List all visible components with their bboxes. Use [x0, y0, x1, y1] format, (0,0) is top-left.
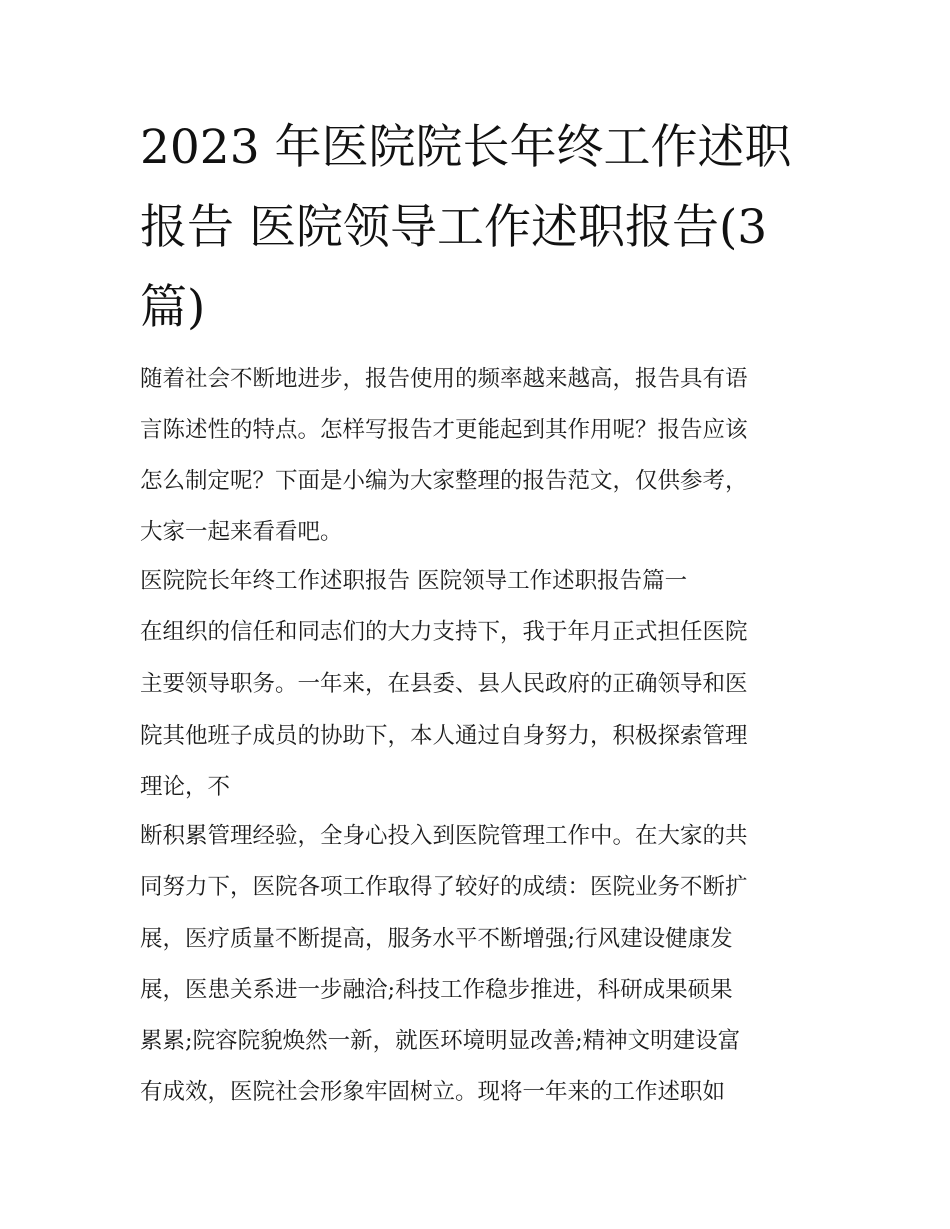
body-line-1: 在组织的信任和同志们的大力支持下，我于年月正式担任医院: [140, 619, 748, 645]
intro-line-3: 怎么制定呢？下面是小编为大家整理的报告范文，仅供参考，: [140, 468, 748, 494]
body-line-4: 理论，不: [140, 774, 231, 800]
body-line-3: 院其他班子成员的协助下，本人通过自身努力，积极探索管理: [140, 723, 748, 749]
body-line-6: 同努力下，医院各项工作取得了较好的成绩：医院业务不断扩: [140, 874, 748, 900]
body-line-10: 有成效，医院社会形象牢固树立。现将一年来的工作述职如: [140, 1079, 726, 1105]
intro-line-1: 随着社会不断地进步，报告使用的频率越来越高，报告具有语: [140, 366, 748, 392]
document-title: [140, 108, 820, 348]
title-line-3: 篇): [140, 280, 206, 335]
body-line-9: 累累;院容院貌焕然一新，就医环境明显改善;精神文明建设富: [140, 1028, 741, 1054]
body-line-7: 展，医疗质量不断提高，服务水平不断增强;行风建设健康发: [140, 926, 733, 952]
section-heading: 医院院长年终工作述职报告 医院领导工作述职报告篇一: [140, 568, 688, 594]
intro-line-2: 言陈述性的特点。怎样写报告才更能起到其作用呢？报告应该: [140, 417, 748, 443]
body-line-5: 断积累管理经验，全身心投入到医院管理工作中。在大家的共: [140, 823, 748, 849]
title-line-2: 报告 医院领导工作述职报告(3: [140, 200, 768, 255]
title-line-1: 2023 年医院院长年终工作述职: [140, 120, 792, 175]
body-line-8: 展，医患关系进一步融洽;科技工作稳步推进，科研成果硕果: [140, 977, 733, 1003]
body-line-2: 主要领导职务。一年来，在县委、县人民政府的正确领导和医: [140, 671, 748, 697]
intro-line-4: 大家一起来看看吧。: [140, 519, 343, 545]
